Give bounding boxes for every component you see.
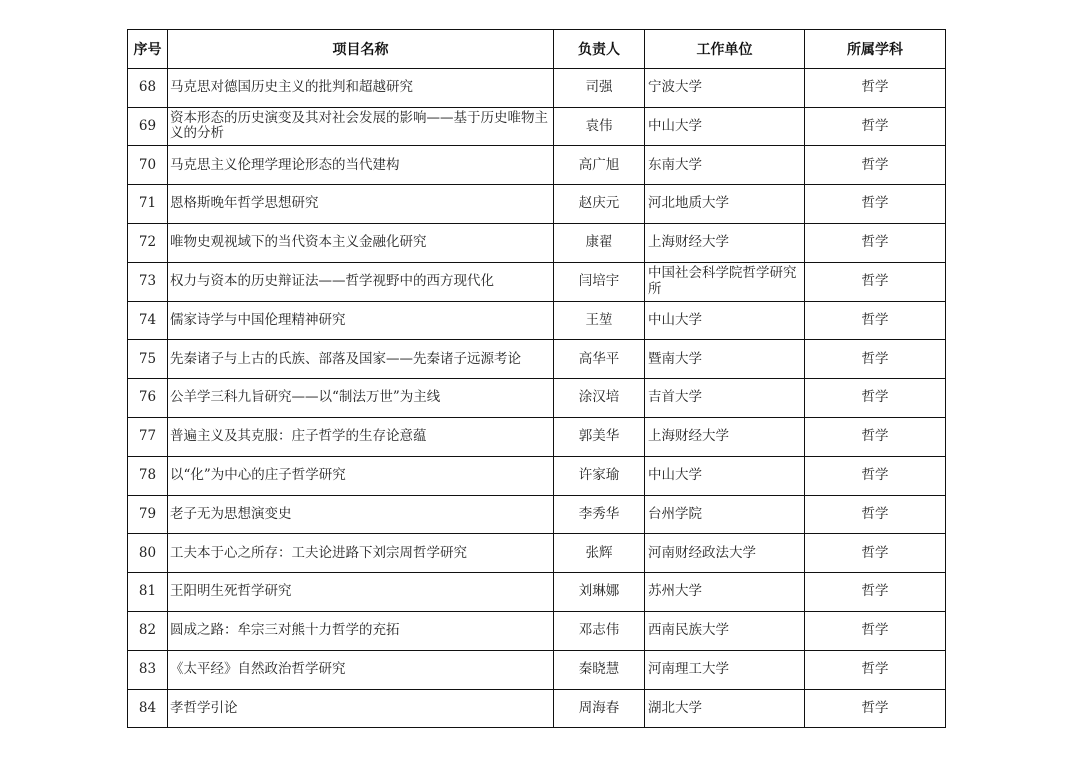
header-row bbox=[128, 30, 946, 69]
work-unit: 苏州大学 bbox=[645, 573, 805, 612]
discipline: 哲学 bbox=[805, 379, 946, 418]
discipline: 哲学 bbox=[805, 262, 946, 301]
discipline: 哲学 bbox=[805, 417, 946, 456]
project-title: 儒家诗学与中国伦理精神研究 bbox=[168, 301, 554, 340]
project-title: 圆成之路：牟宗三对熊十力哲学的充拓 bbox=[168, 611, 554, 650]
table-body bbox=[128, 68, 946, 728]
row-number: 71 bbox=[128, 185, 168, 224]
discipline: 哲学 bbox=[805, 223, 946, 262]
discipline: 哲学 bbox=[805, 495, 946, 534]
row-number: 78 bbox=[128, 456, 168, 495]
project-leader: 邓志伟 bbox=[554, 611, 645, 650]
project-leader: 赵庆元 bbox=[554, 185, 645, 224]
discipline: 哲学 bbox=[805, 146, 946, 185]
project-title: 老子无为思想演变史 bbox=[168, 495, 554, 534]
project-title: 《太平经》自然政治哲学研究 bbox=[168, 650, 554, 689]
row-number: 81 bbox=[128, 573, 168, 612]
project-leader: 闫培宇 bbox=[554, 262, 645, 301]
table-row bbox=[128, 417, 946, 456]
table-row bbox=[128, 146, 946, 185]
project-title: 权力与资本的历史辩证法——哲学视野中的西方现代化 bbox=[168, 262, 554, 301]
table-row bbox=[128, 611, 946, 650]
work-unit: 中山大学 bbox=[645, 301, 805, 340]
discipline: 哲学 bbox=[805, 340, 946, 379]
header-unit: 工作单位 bbox=[645, 30, 805, 69]
row-number: 83 bbox=[128, 650, 168, 689]
project-title: 王阳明生死哲学研究 bbox=[168, 573, 554, 612]
discipline: 哲学 bbox=[805, 689, 946, 728]
work-unit: 湖北大学 bbox=[645, 689, 805, 728]
project-title: 工夫本于心之所存：工夫论进路下刘宗周哲学研究 bbox=[168, 534, 554, 573]
row-number: 77 bbox=[128, 417, 168, 456]
project-title: 先秦诸子与上古的氏族、部落及国家——先秦诸子远源考论 bbox=[168, 340, 554, 379]
row-number: 72 bbox=[128, 223, 168, 262]
work-unit: 河南财经政法大学 bbox=[645, 534, 805, 573]
discipline: 哲学 bbox=[805, 573, 946, 612]
header-leader: 负责人 bbox=[554, 30, 645, 69]
discipline: 哲学 bbox=[805, 301, 946, 340]
work-unit: 西南民族大学 bbox=[645, 611, 805, 650]
project-leader: 周海春 bbox=[554, 689, 645, 728]
row-number: 80 bbox=[128, 534, 168, 573]
discipline: 哲学 bbox=[805, 611, 946, 650]
project-title: 孝哲学引论 bbox=[168, 689, 554, 728]
row-number: 79 bbox=[128, 495, 168, 534]
project-leader: 高华平 bbox=[554, 340, 645, 379]
work-unit: 暨南大学 bbox=[645, 340, 805, 379]
project-title: 公羊学三科九旨研究——以“制法万世”为主线 bbox=[168, 379, 554, 418]
discipline: 哲学 bbox=[805, 534, 946, 573]
table-row bbox=[128, 573, 946, 612]
work-unit: 东南大学 bbox=[645, 146, 805, 185]
project-leader: 康翟 bbox=[554, 223, 645, 262]
project-title: 资本形态的历史演变及其对社会发展的影响——基于历史唯物主义的分析 bbox=[168, 107, 554, 146]
table-row bbox=[128, 262, 946, 301]
work-unit: 台州学院 bbox=[645, 495, 805, 534]
discipline: 哲学 bbox=[805, 650, 946, 689]
discipline: 哲学 bbox=[805, 107, 946, 146]
table-row bbox=[128, 107, 946, 146]
row-number: 84 bbox=[128, 689, 168, 728]
work-unit: 上海财经大学 bbox=[645, 223, 805, 262]
discipline: 哲学 bbox=[805, 68, 946, 107]
project-title: 马克思主义伦理学理论形态的当代建构 bbox=[168, 146, 554, 185]
discipline: 哲学 bbox=[805, 456, 946, 495]
header-num: 序号 bbox=[128, 30, 168, 69]
project-leader: 李秀华 bbox=[554, 495, 645, 534]
project-leader: 司强 bbox=[554, 68, 645, 107]
row-number: 82 bbox=[128, 611, 168, 650]
table-row bbox=[128, 185, 946, 224]
project-leader: 郭美华 bbox=[554, 417, 645, 456]
project-leader: 刘琳娜 bbox=[554, 573, 645, 612]
row-number: 70 bbox=[128, 146, 168, 185]
table-row bbox=[128, 301, 946, 340]
table-row bbox=[128, 340, 946, 379]
project-leader: 高广旭 bbox=[554, 146, 645, 185]
header-title: 项目名称 bbox=[168, 30, 554, 69]
table-row bbox=[128, 495, 946, 534]
row-number: 75 bbox=[128, 340, 168, 379]
work-unit: 上海财经大学 bbox=[645, 417, 805, 456]
row-number: 73 bbox=[128, 262, 168, 301]
table-row bbox=[128, 456, 946, 495]
header-field: 所属学科 bbox=[805, 30, 946, 69]
row-number: 74 bbox=[128, 301, 168, 340]
work-unit: 中国社会科学院哲学研究所 bbox=[645, 262, 805, 301]
work-unit: 中山大学 bbox=[645, 456, 805, 495]
table-row bbox=[128, 379, 946, 418]
table-row bbox=[128, 650, 946, 689]
table-row bbox=[128, 534, 946, 573]
project-table bbox=[127, 29, 946, 728]
work-unit: 宁波大学 bbox=[645, 68, 805, 107]
project-title: 普遍主义及其克服：庄子哲学的生存论意蕴 bbox=[168, 417, 554, 456]
row-number: 68 bbox=[128, 68, 168, 107]
table-row bbox=[128, 68, 946, 107]
row-number: 69 bbox=[128, 107, 168, 146]
discipline: 哲学 bbox=[805, 185, 946, 224]
table-row bbox=[128, 689, 946, 728]
work-unit: 河北地质大学 bbox=[645, 185, 805, 224]
work-unit: 中山大学 bbox=[645, 107, 805, 146]
project-leader: 涂汉培 bbox=[554, 379, 645, 418]
table-row bbox=[128, 223, 946, 262]
work-unit: 吉首大学 bbox=[645, 379, 805, 418]
project-leader: 秦晓慧 bbox=[554, 650, 645, 689]
project-title: 恩格斯晚年哲学思想研究 bbox=[168, 185, 554, 224]
row-number: 76 bbox=[128, 379, 168, 418]
project-leader: 许家瑜 bbox=[554, 456, 645, 495]
project-leader: 袁伟 bbox=[554, 107, 645, 146]
project-leader: 张辉 bbox=[554, 534, 645, 573]
work-unit: 河南理工大学 bbox=[645, 650, 805, 689]
project-title: 以“化”为中心的庄子哲学研究 bbox=[168, 456, 554, 495]
project-leader: 王堃 bbox=[554, 301, 645, 340]
project-title: 唯物史观视域下的当代资本主义金融化研究 bbox=[168, 223, 554, 262]
project-title: 马克思对德国历史主义的批判和超越研究 bbox=[168, 68, 554, 107]
